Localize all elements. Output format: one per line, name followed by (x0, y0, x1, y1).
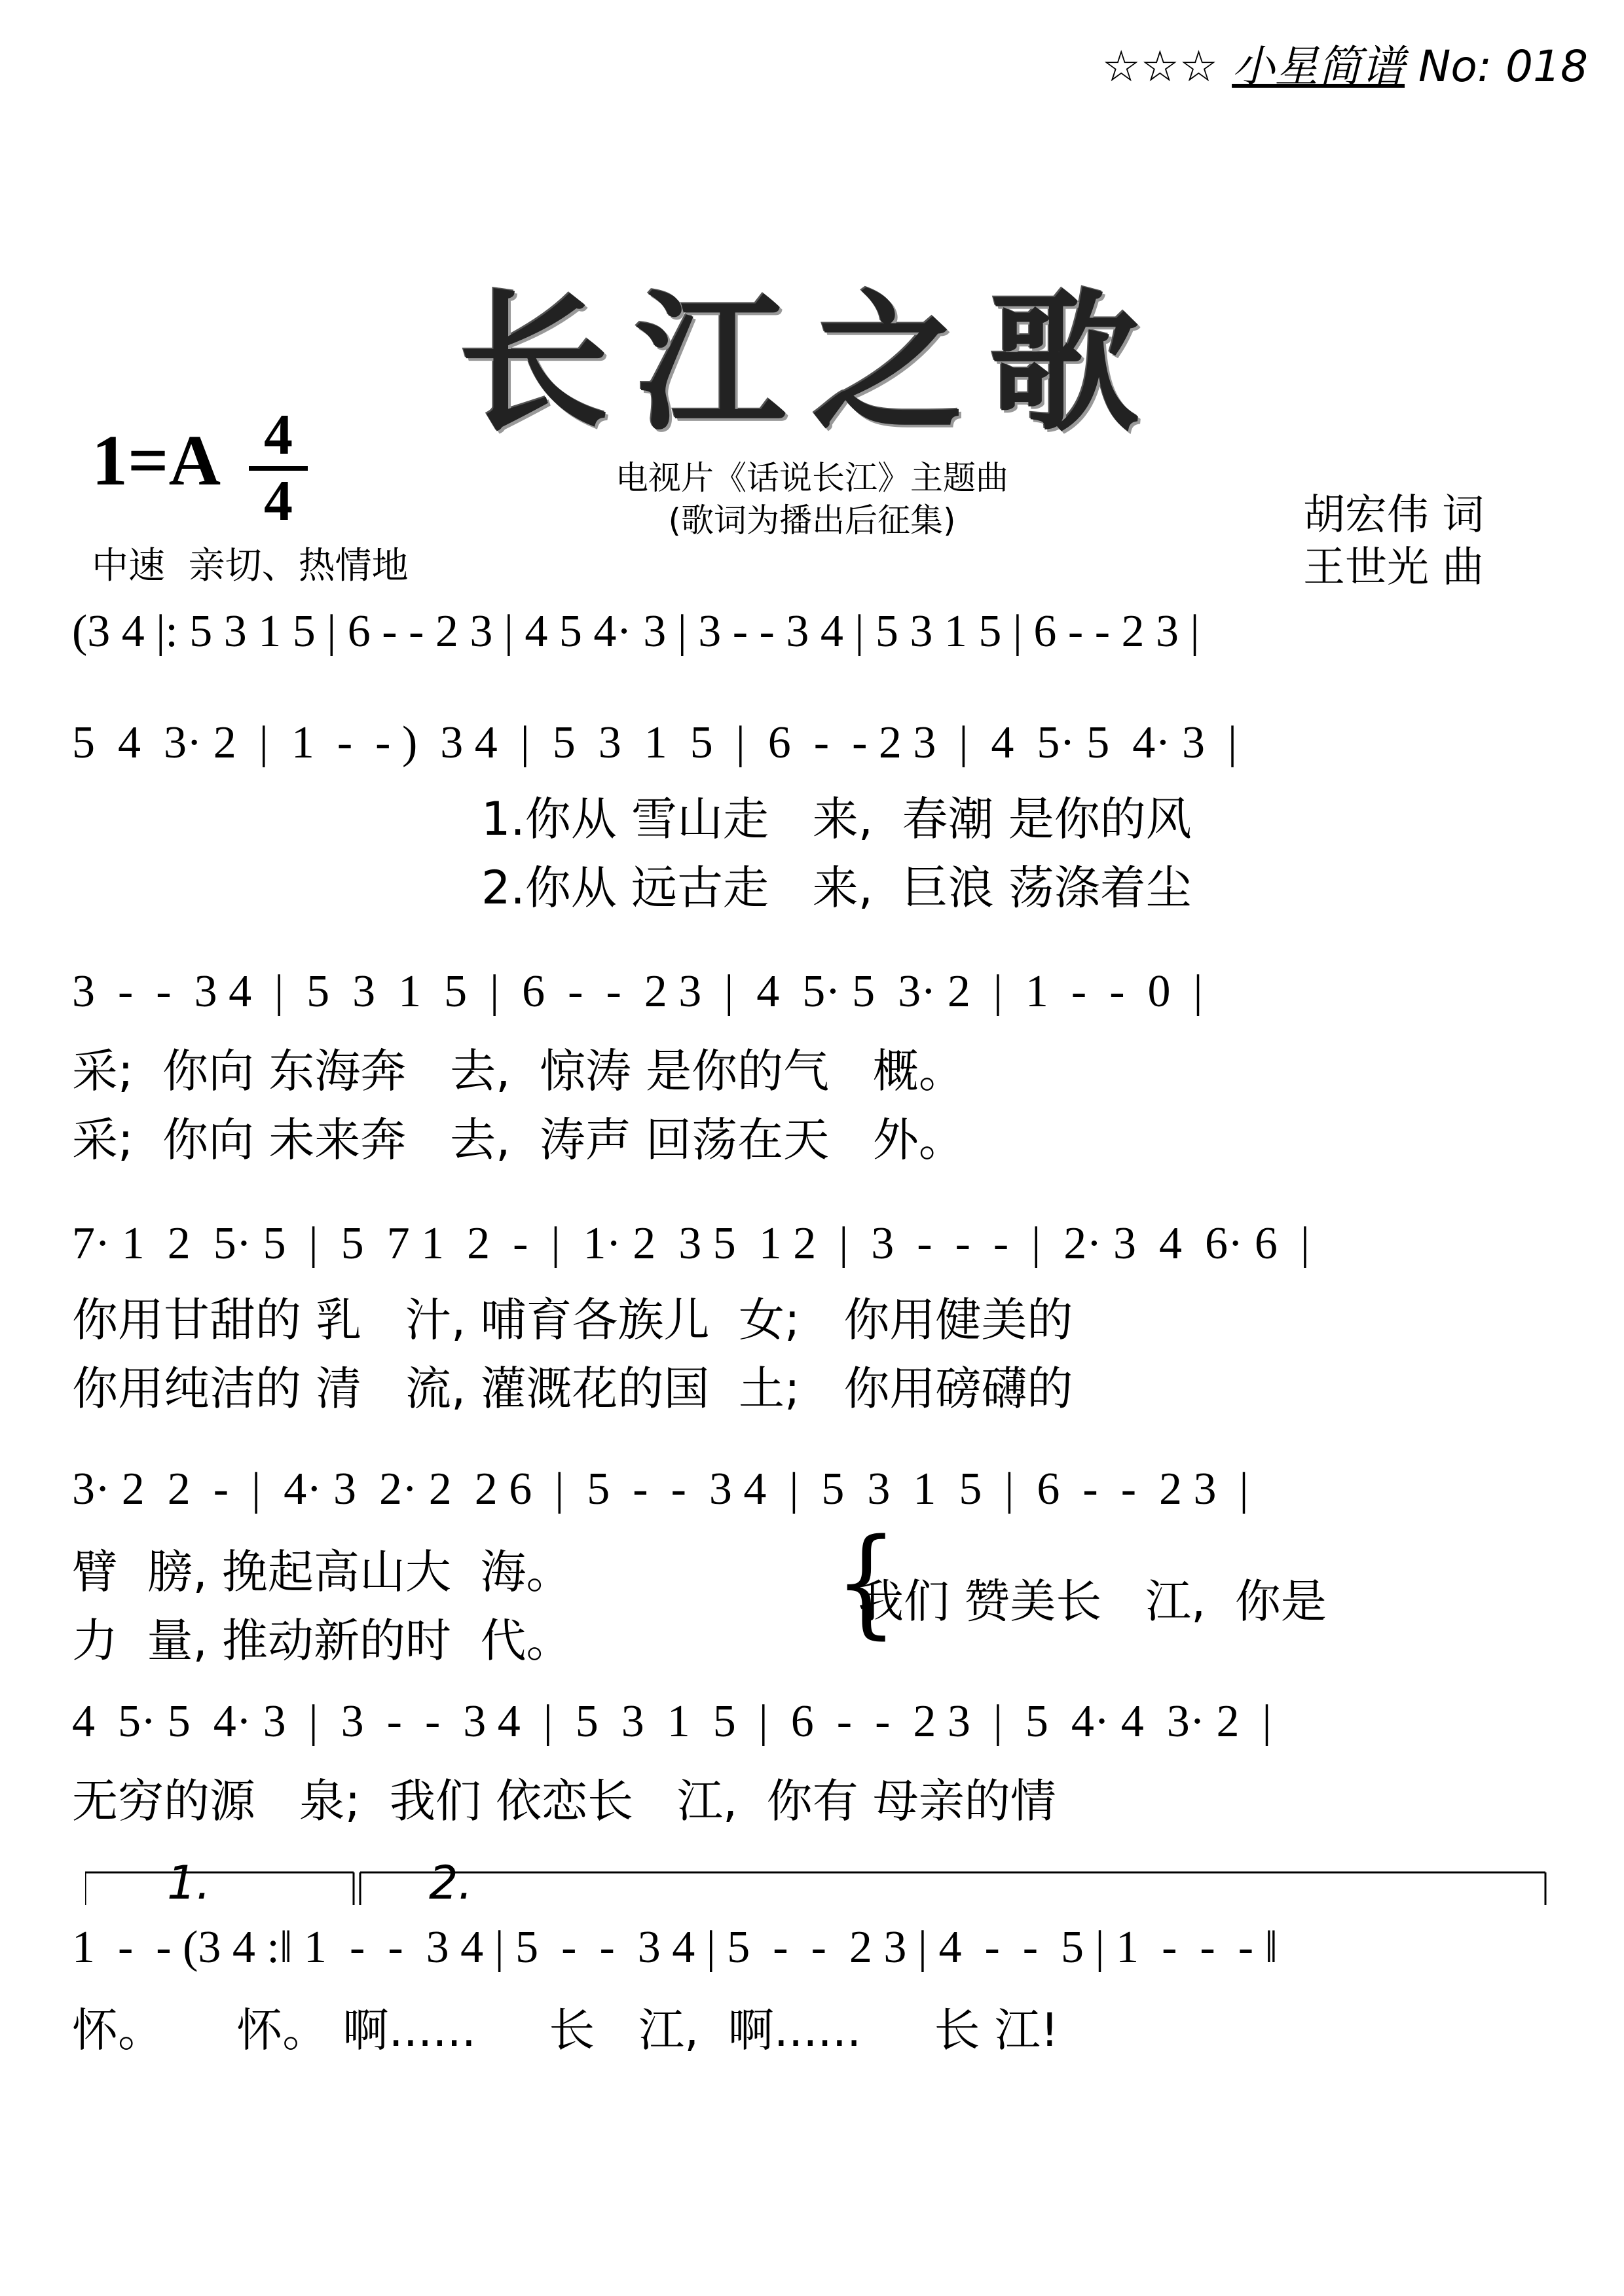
lyric-line-4-v2: 你用纯洁的 清 流, 灌溉花的国 土; 你用磅礴的 (72, 1362, 1073, 1415)
lyric-line-2-v2: 2.你从 远古走 来, 巨浪 荡涤着尘 (481, 861, 1192, 915)
time-signature-bottom: 4 (264, 469, 293, 533)
subtitle: 电视片《话说长江》主题曲 (616, 459, 1008, 497)
tempo-marking: 中速 亲切、热情地 (92, 545, 409, 587)
score-line-5: 3· 2 2 - | 4· 3 2· 2 2 6 | 5 - - 3 4 | 5 3 1 5 | 6 - - 2 3 | (72, 1464, 1249, 1514)
volta-1-label: 1. (167, 1856, 211, 1910)
score-line-2: 5 4 3· 2 | 1 - - ) 3 4 | 5 3 1 5 | 6 - - 2 3 | 4 5· 5 4· 3 | (72, 718, 1238, 768)
lyricist: 胡宏伟 词 (1303, 491, 1485, 539)
lyric-line-7: 怀。 怀。 啊...... 长 江, 啊...... 长 江! (72, 2003, 1059, 2057)
lyric-line-5-v2: 力 量, 推动新的时 代。 (72, 1614, 572, 1667)
lyric-line-3-v2: 采; 你向 未来奔 去, 涛声 回荡在天 外。 (72, 1113, 965, 1167)
song-title: 长江之歌 (458, 275, 1166, 452)
score-number: No: 018 (1418, 41, 1588, 92)
lyric-line-2-v1: 1.你从 雪山走 来, 春潮 是你的风 (481, 792, 1192, 846)
lyric-line-6: 无穷的源 泉; 我们 依恋长 江, 你有 母亲的情 (72, 1774, 1056, 1828)
lyric-line-3-v1: 采; 你向 东海奔 去, 惊涛 是你的气 概。 (72, 1044, 965, 1098)
stars: ☆☆☆ (1101, 41, 1219, 92)
verse-brace: { (835, 1514, 898, 1651)
score-line-7: 1 - - (3 4 :‖ 1 - - 3 4 | 5 - - 3 4 | 5 - - 2 3 | 4 - - 5 | 1 - - - ‖ (72, 1922, 1278, 1973)
lyric-line-5-refrain: 我们 赞美长 江, 你是 (858, 1575, 1327, 1628)
lyric-line-4-v1: 你用甘甜的 乳 汁, 哺育各族儿 女; 你用健美的 (72, 1293, 1073, 1347)
score-line-6: 4 5· 5 4· 3 | 3 - - 3 4 | 5 3 1 5 | 6 - - 2 3 | 5 4· 4 3· 2 | (72, 1696, 1272, 1747)
subtitle-note: (歌词为播出后征集) (668, 501, 956, 539)
score-line-1: (3 4 |: 5 3 1 5 | 6 - - 2 3 | 4 5 4· 3 | 3 - - 3 4 | 5 3 1 5 | 6 - - 2 3 | (72, 606, 1200, 657)
volta-2-label: 2. (429, 1856, 473, 1910)
lyric-line-5-v1: 臂 膀, 挽起高山大 海。 (72, 1545, 572, 1599)
time-signature-top: 4 (264, 403, 293, 467)
page-header (1102, 31, 1588, 94)
composer: 王世光 曲 (1303, 543, 1485, 592)
time-signature (249, 403, 308, 533)
score-line-4: 7· 1 2 5· 5 | 5 7 1 2 - | 1· 2 3 5 1 2 | 3 - - - | 2· 3 4 6· 6 | (72, 1218, 1310, 1269)
score-line-3: 3 - - 3 4 | 5 3 1 5 | 6 - - 2 3 | 4 5· 5 3· 2 | 1 - - 0 | (72, 966, 1203, 1017)
key-signature: 1=A (92, 420, 221, 500)
volta-brackets (85, 1863, 1591, 1908)
brand-name: 小星简谱 (1232, 41, 1405, 92)
